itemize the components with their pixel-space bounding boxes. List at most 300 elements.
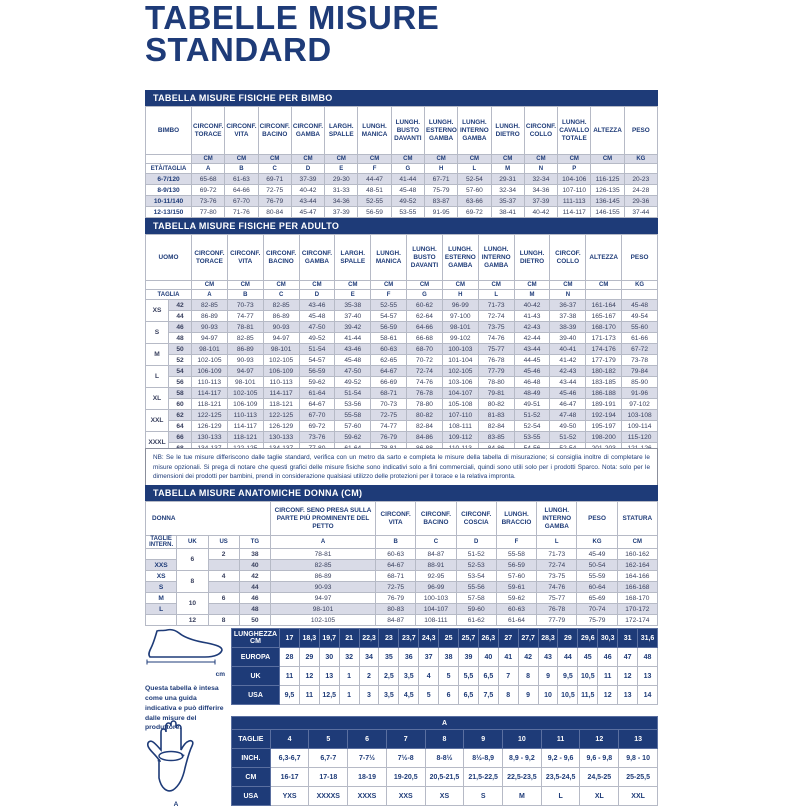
measure-cell: 73-75 (478, 322, 514, 333)
letter-cell (591, 164, 624, 174)
size-value-cell: 36 (399, 648, 419, 667)
size-cell: 50 (169, 344, 192, 355)
measure-cell: 92-95 (416, 571, 456, 582)
measure-cell: 98-101 (271, 604, 376, 615)
size-value-cell: 5 (309, 730, 348, 749)
letter-cell: L (537, 536, 577, 549)
unit-cell: CM (258, 155, 291, 164)
size-value-cell: 9 (518, 686, 538, 705)
size-value-cell: 2,5 (379, 667, 399, 686)
unit-cell: CM (524, 155, 557, 164)
hand-outline-icon (145, 783, 207, 800)
size-cell: 60 (169, 399, 192, 410)
size-value-cell: M (503, 787, 542, 806)
size-group-cell: XXL (146, 410, 169, 432)
letter-cell: B (376, 536, 416, 549)
column-header: LUNGH. INTERNO GAMBA (537, 502, 577, 536)
measure-cell: 96-99 (416, 582, 456, 593)
measure-cell: 80-82 (478, 399, 514, 410)
size-value-cell: 6 (439, 686, 459, 705)
measure-cell: 64-67 (371, 366, 407, 377)
size-cell: 64 (169, 421, 192, 432)
unit-cell: CM (299, 281, 335, 290)
measure-cell: 101-104 (442, 355, 478, 366)
age-size-cell: 6-7/120 (146, 174, 192, 185)
measure-cell: 49-52 (391, 196, 424, 207)
table-row (232, 648, 658, 667)
size-value-cell: S (464, 787, 503, 806)
column-header: CIRCONF. BACINO (416, 502, 456, 536)
size-cell: 46 (169, 322, 192, 333)
donna-table-title: TABELLA MISURE ANATOMICHE DONNA (CM) (145, 485, 658, 501)
measure-cell: 48-49 (514, 388, 550, 399)
unit-cell: CM (407, 281, 443, 290)
size-value-cell: 3,5 (379, 686, 399, 705)
intl-size-cell: XS (146, 571, 177, 582)
measure-cell: 68-70 (407, 344, 443, 355)
measure-cell: 82-85 (263, 300, 299, 311)
measure-cell: 122-125 (192, 410, 228, 421)
us-size-cell: 6 (208, 593, 239, 604)
letter-cell: A (192, 290, 228, 300)
measure-cell: 171-173 (586, 333, 622, 344)
letter-cell: N (550, 290, 586, 300)
letter-cell (624, 164, 657, 174)
measure-cell: 43-44 (514, 344, 550, 355)
size-value-cell: 30,3 (598, 629, 618, 648)
measure-cell: 74-77 (371, 421, 407, 432)
measure-cell: 76-78 (407, 388, 443, 399)
measure-cell: 82-85 (192, 300, 228, 311)
measure-cell: 55-56 (456, 582, 496, 593)
letter-cell: US (208, 536, 239, 549)
measure-cell: 102-105 (442, 366, 478, 377)
shoe-table-note: Questa tabella è intesa come una guida indicativa e può differire dalle misure del produttore. (145, 685, 224, 732)
size-group-cell: L (146, 366, 169, 388)
letter-cell: D (291, 164, 324, 174)
size-value-cell: 12 (618, 667, 638, 686)
size-value-cell: 24,3 (419, 629, 439, 648)
measure-cell: 106-109 (227, 399, 263, 410)
measure-cell: 96-99 (442, 300, 478, 311)
unit-cell: CM (478, 281, 514, 290)
measure-cell: 72-74 (537, 560, 577, 571)
table-row (232, 629, 658, 648)
size-value-cell: 17 (280, 629, 300, 648)
measure-cell: 107-110 (558, 185, 591, 196)
size-value-cell: 3 (359, 686, 379, 705)
measure-cell: 103-108 (622, 410, 658, 421)
measure-cell: 37-39 (291, 174, 324, 185)
measure-cell: 84-87 (376, 615, 416, 626)
size-value-cell: 10 (538, 686, 558, 705)
column-header: LUNGH. MANICA (371, 235, 407, 281)
measure-cell: 162-164 (617, 560, 657, 571)
measure-cell: 44-47 (358, 174, 391, 185)
measure-cell: 49-52 (299, 333, 335, 344)
letter-cell: C (416, 536, 456, 549)
size-value-cell: 18-19 (348, 768, 387, 787)
column-header: CIRCONF. TORACE (192, 107, 225, 155)
size-value-cell: 8 (498, 686, 518, 705)
size-value-cell: 12 (580, 730, 619, 749)
table-row (146, 388, 658, 399)
size-value-cell: XXXXS (309, 787, 348, 806)
measure-cell: 82-85 (271, 560, 376, 571)
unit-cell: CM (586, 281, 622, 290)
size-value-cell: 7 (386, 730, 425, 749)
measure-cell: 75-79 (424, 185, 457, 196)
size-value-cell: 41 (498, 648, 518, 667)
letter-cell: A (192, 164, 225, 174)
size-value-cell: 3,5 (399, 667, 419, 686)
measure-cell: 41-43 (514, 311, 550, 322)
size-value-cell: 22,5-23,5 (503, 768, 542, 787)
measure-cell: 72-75 (371, 410, 407, 421)
column-header: CIRCONF. VITA (227, 235, 263, 281)
measure-cell: 45-48 (391, 185, 424, 196)
table-row (146, 377, 658, 388)
letter-cell: F (358, 164, 391, 174)
measure-cell: 49-52 (335, 377, 371, 388)
size-value-cell: 5,5 (459, 667, 479, 686)
size-value-cell: 18,3 (299, 629, 319, 648)
table-row (146, 560, 658, 571)
measure-cell: 172-174 (617, 615, 657, 626)
letter-cell: B (225, 164, 258, 174)
size-value-cell: 29 (299, 648, 319, 667)
measure-cell: 86-89 (263, 311, 299, 322)
measure-cell: 59-61 (496, 582, 536, 593)
measure-cell: 73-78 (622, 355, 658, 366)
measure-cell: 74-76 (478, 333, 514, 344)
column-header: PESO (622, 235, 658, 281)
size-value-cell: 10 (503, 730, 542, 749)
measure-cell: 32-34 (524, 174, 557, 185)
size-group-cell: XL (146, 388, 169, 410)
table-row (146, 300, 658, 311)
measure-cell: 76-78 (537, 604, 577, 615)
measure-cell: 102-105 (227, 388, 263, 399)
size-value-cell: 6,3-6,7 (270, 749, 309, 768)
size-value-cell: 17-18 (309, 768, 348, 787)
measure-cell: 72-75 (376, 582, 416, 593)
measure-cell: 60-63 (496, 604, 536, 615)
measure-cell: 54-57 (371, 311, 407, 322)
donna-table (145, 501, 658, 626)
table-row (146, 344, 658, 355)
table-row (146, 355, 658, 366)
measure-cell: 78-81 (271, 549, 376, 560)
page-title-line1: TABELLE MISURE (145, 0, 440, 36)
size-value-cell: 16-17 (270, 768, 309, 787)
size-value-cell: 1 (339, 686, 359, 705)
measure-cell: 57-58 (456, 593, 496, 604)
page-title-line2: STANDARD (145, 31, 332, 69)
size-value-cell: 9,5 (280, 686, 300, 705)
measure-cell: 68-71 (371, 388, 407, 399)
unit-cell: CM (335, 281, 371, 290)
measure-cell: 52-55 (358, 196, 391, 207)
letter-cell: KG (577, 536, 617, 549)
measure-cell: 37-44 (624, 207, 657, 218)
letter-cell: UK (177, 536, 208, 549)
size-value-cell: 40 (478, 648, 498, 667)
measure-cell: 72-74 (407, 366, 443, 377)
measure-cell: 77-79 (537, 615, 577, 626)
unit-cell: CM (227, 281, 263, 290)
measure-cell: 49-50 (550, 421, 586, 432)
measure-cell: 49-54 (622, 311, 658, 322)
size-value-cell: 9 (538, 667, 558, 686)
measure-cell: 111-113 (558, 196, 591, 207)
measure-cell: 70-72 (407, 355, 443, 366)
measure-cell: 43-44 (550, 377, 586, 388)
measure-cell: 161-164 (586, 300, 622, 311)
size-group-cell: S (146, 322, 169, 344)
measure-cell: 37-38 (550, 311, 586, 322)
measure-cell: 37-39 (524, 196, 557, 207)
hand-measure-label: A (173, 801, 179, 808)
measure-cell: 94-97 (227, 366, 263, 377)
measure-cell: 109-112 (442, 432, 478, 443)
measure-cell: 80-83 (376, 604, 416, 615)
measure-cell: 86-89 (227, 344, 263, 355)
measure-cell: 115-120 (622, 432, 658, 443)
measure-cell: 102-105 (263, 355, 299, 366)
measure-cell: 77-79 (478, 366, 514, 377)
measure-cell: 114-117 (558, 207, 591, 218)
measure-cell: 83-87 (424, 196, 457, 207)
measure-cell: 100-103 (442, 344, 478, 355)
size-value-cell: 47 (618, 648, 638, 667)
age-size-cell: 10-11/140 (146, 196, 192, 207)
measure-cell: 59-62 (496, 593, 536, 604)
table-row (232, 717, 658, 730)
unit-cell: CM (591, 155, 624, 164)
measure-cell: 62-64 (407, 311, 443, 322)
measure-cell: 52-54 (458, 174, 491, 185)
measure-cell: 73-75 (537, 571, 577, 582)
size-group-cell: M (146, 344, 169, 366)
measure-cell: 90-93 (192, 322, 228, 333)
size-value-cell: XXXS (348, 787, 387, 806)
measure-cell: 35-37 (491, 196, 524, 207)
measure-cell: 107-110 (442, 410, 478, 421)
measure-cell: 53-55 (391, 207, 424, 218)
measure-cell: 67-70 (299, 410, 335, 421)
measure-cell: 45-47 (291, 207, 324, 218)
letter-cell: G (407, 290, 443, 300)
us-size-cell: 8 (208, 615, 239, 626)
adulto-table-section (145, 218, 658, 454)
uk-size-cell: 6 (177, 549, 208, 571)
adulto-table (145, 234, 658, 454)
size-value-cell: 8-8½ (425, 749, 464, 768)
measure-cell: 98-101 (192, 344, 228, 355)
unit-cell: CM (550, 281, 586, 290)
measure-cell: 57-60 (496, 571, 536, 582)
measure-cell: 59-60 (456, 604, 496, 615)
unit-cell: CM (391, 155, 424, 164)
unit-cell: CM (424, 155, 457, 164)
letter-cell: L (478, 290, 514, 300)
measure-cell: 74-76 (537, 582, 577, 593)
letter-cell: E (335, 290, 371, 300)
table-row (232, 787, 658, 806)
measure-cell: 53-54 (456, 571, 496, 582)
measure-cell: 130-133 (192, 432, 228, 443)
size-value-cell: 7½-8 (386, 749, 425, 768)
measure-cell: 57-60 (458, 185, 491, 196)
measure-cell: 146-155 (591, 207, 624, 218)
size-value-cell: 1 (339, 667, 359, 686)
measure-cell: 60-63 (376, 549, 416, 560)
measure-cell: 106-109 (192, 366, 228, 377)
table-row (146, 571, 658, 582)
size-cell: 48 (169, 333, 192, 344)
size-value-cell: 6 (348, 730, 387, 749)
intl-size-cell: M (146, 593, 177, 604)
size-value-cell: L (541, 787, 580, 806)
column-header: UOMO (146, 235, 192, 281)
measure-cell: 108-111 (442, 421, 478, 432)
measure-cell: 35-38 (335, 300, 371, 311)
table-row (146, 432, 658, 443)
measure-cell: 62-65 (371, 355, 407, 366)
table-row (146, 604, 658, 615)
measure-cell: 43-44 (291, 196, 324, 207)
unit-cell: KG (624, 155, 657, 164)
measure-cell: 110-113 (227, 410, 263, 421)
size-value-cell: 4,5 (399, 686, 419, 705)
letter-cell: G (391, 164, 424, 174)
measure-cell: 102-105 (192, 355, 228, 366)
letter-cell (586, 290, 622, 300)
measure-cell: 71-73 (537, 549, 577, 560)
size-cell: 44 (169, 311, 192, 322)
size-value-cell: 5 (419, 686, 439, 705)
measure-cell: 44-45 (514, 355, 550, 366)
letter-cell: L (458, 164, 491, 174)
adulto-table-title: TABELLA MISURE FISICHE PER ADULTO (145, 218, 658, 234)
measure-cell: 80-84 (258, 207, 291, 218)
intl-size-cell: XXS (146, 560, 177, 571)
size-value-cell: 46 (598, 648, 618, 667)
measure-cell: 40-41 (550, 344, 586, 355)
column-header: CIRCONF. VITA (225, 107, 258, 155)
column-header: CIRCONF. GAMBA (291, 107, 324, 155)
measure-cell: 177-179 (586, 355, 622, 366)
measure-cell: 41-42 (550, 355, 586, 366)
letter-cell: F (371, 290, 407, 300)
column-header: BIMBO (146, 107, 192, 155)
measure-cell: 56-59 (496, 560, 536, 571)
size-value-cell: 8 (425, 730, 464, 749)
size-value-cell: XS (425, 787, 464, 806)
measure-cell: 122-125 (263, 410, 299, 421)
measure-cell: 53-56 (335, 399, 371, 410)
measure-cell: 46-47 (550, 399, 586, 410)
size-value-cell: 5 (439, 667, 459, 686)
row-label-cell: USA (232, 686, 280, 705)
size-value-cell: 31 (618, 629, 638, 648)
size-value-cell: 2 (359, 667, 379, 686)
measure-cell: 45-48 (622, 300, 658, 311)
shoe-outline-icon (145, 653, 225, 670)
measure-cell: 83-85 (478, 432, 514, 443)
size-value-cell: 39 (459, 648, 479, 667)
intl-size-cell: L (146, 604, 177, 615)
unit-cell: CM (514, 281, 550, 290)
size-value-cell: 9,2 - 9,6 (541, 749, 580, 768)
measure-cell: 43-46 (299, 300, 335, 311)
table-row (146, 582, 658, 593)
column-header: CIRCONF. BACINO (258, 107, 291, 155)
measure-cell: 186-188 (586, 388, 622, 399)
uk-size-cell: 10 (177, 593, 208, 615)
size-value-cell: 4 (419, 667, 439, 686)
measure-cell: 105-108 (442, 399, 478, 410)
letter-cell: H (442, 290, 478, 300)
measure-cell: 74-76 (407, 377, 443, 388)
measure-cell: 75-77 (478, 344, 514, 355)
donna-table-section (145, 485, 658, 626)
size-value-cell: 22,3 (359, 629, 379, 648)
letter-cell: ETÀ/TAGLIA (146, 164, 192, 174)
measure-cell: 100-103 (416, 593, 456, 604)
measure-cell: 79-84 (622, 366, 658, 377)
table-row (146, 593, 658, 604)
measure-cell: 32-34 (491, 185, 524, 196)
unit-cell: KG (622, 281, 658, 290)
measure-cell: 70-73 (371, 399, 407, 410)
size-value-cell: 32 (339, 648, 359, 667)
measure-cell: 63-66 (458, 196, 491, 207)
measure-cell: 90-93 (227, 355, 263, 366)
column-header: LUNGH. DIETRO (491, 107, 524, 155)
measure-cell: 98-101 (227, 377, 263, 388)
row-label-cell: CM (232, 768, 271, 787)
size-value-cell: 28 (280, 648, 300, 667)
size-value-cell: 11 (598, 667, 618, 686)
size-value-cell: 7 (498, 667, 518, 686)
size-value-cell: 13 (319, 667, 339, 686)
measure-cell: 85-90 (622, 377, 658, 388)
age-size-cell: 8-9/130 (146, 185, 192, 196)
measure-cell: 72-74 (478, 311, 514, 322)
column-header: CIRCONF. COLLO (524, 107, 557, 155)
column-header: ALTEZZA (591, 107, 624, 155)
measure-cell: 90-93 (263, 322, 299, 333)
measure-cell: 65-68 (192, 174, 225, 185)
size-value-cell: 23 (379, 629, 399, 648)
measure-cell: 73-76 (192, 196, 225, 207)
table-row (232, 768, 658, 787)
unit-cell (146, 155, 192, 164)
measure-cell: 98-101 (442, 322, 478, 333)
measure-cell: 43-46 (335, 344, 371, 355)
column-header: LUNGH. INTERNO GAMBA (458, 107, 491, 155)
column-header: PESO (577, 502, 617, 536)
size-value-cell: 8,9 - 9,2 (503, 749, 542, 768)
column-header: LUNGH. DIETRO (514, 235, 550, 281)
measure-cell: 69-72 (458, 207, 491, 218)
measure-cell: 102-105 (271, 615, 376, 626)
letter-cell: F (496, 536, 536, 549)
tg-size-cell: 40 (239, 560, 270, 571)
measure-cell: 51-54 (335, 388, 371, 399)
